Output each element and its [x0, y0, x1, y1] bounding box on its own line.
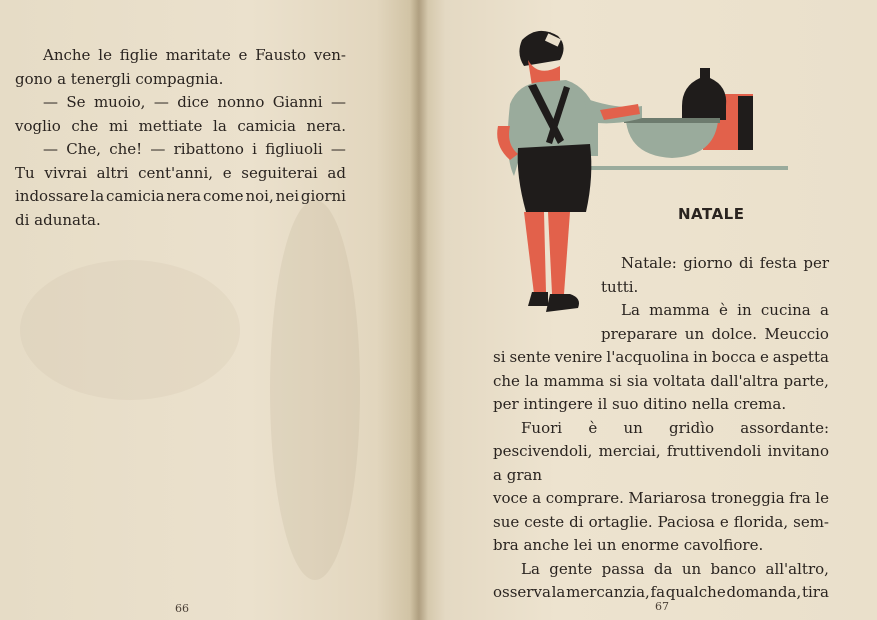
- chapter-title: NATALE: [678, 205, 745, 223]
- bowl-shape: [626, 121, 718, 158]
- page-number-right: 67: [655, 600, 669, 613]
- text-line: bra anche lei un enorme cavolfiore.: [493, 536, 764, 554]
- text-line: tutti.: [601, 277, 639, 296]
- text-line: voce a comprare. Mariarosa troneggia fra le: [493, 489, 829, 507]
- boy-shorts: [518, 144, 592, 212]
- text-line: — Che, che! — ribattono i figliuoli —: [43, 140, 346, 158]
- text-line: si sente venire l'acquolina in bocca e aspetta: [493, 348, 829, 366]
- boy-hair: [519, 31, 563, 66]
- bottle-shape: [682, 68, 726, 120]
- left-page-text: [15, 44, 346, 232]
- text-line: — Se muoio, — dice nonno Gianni —: [43, 93, 346, 111]
- text-line: La mamma è in cucina a: [621, 301, 829, 319]
- text-line: indossare la camicia nera come noi, nei giorni: [15, 187, 346, 205]
- text-line: La gente passa da un banco all'altro,: [521, 559, 829, 578]
- text-line: che la mamma si sia voltata dall'altra parte,: [493, 371, 829, 390]
- page-stain: [270, 200, 360, 580]
- box-shadow: [738, 96, 753, 150]
- text-line: di adunata.: [15, 210, 101, 229]
- text-line: sue ceste di ortaglie. Paciosa e florida, sem-: [493, 512, 829, 531]
- text-line: Natale: giorno di festa per: [621, 254, 829, 272]
- text-line: preparare un dolce. Meuccio: [601, 324, 829, 343]
- text-line: osserva la mercanzia, fa qualche domanda, tira: [493, 583, 829, 601]
- book-gutter: [410, 0, 428, 620]
- counter-line: [578, 166, 788, 170]
- page-stain: [20, 260, 240, 400]
- text-line: voglio che mi mettiate la camicia nera.: [15, 116, 346, 135]
- right-page-text: [493, 252, 829, 605]
- text-paragraph: Fuori è un gridìo assordante: pescivendoli, merciai, fruttivendoli invitano a gran: [493, 418, 829, 484]
- text-line: Anche le figlie maritate e Fausto ven-: [43, 46, 346, 64]
- text-line: per intingere il suo ditino nella crema.: [493, 395, 787, 413]
- text-line: Tu vivrai altri cent'anni, e seguiterai ad: [15, 163, 346, 182]
- text-line: gono a tenergli compagnia.: [15, 69, 224, 88]
- page-number-left: 66: [175, 602, 189, 615]
